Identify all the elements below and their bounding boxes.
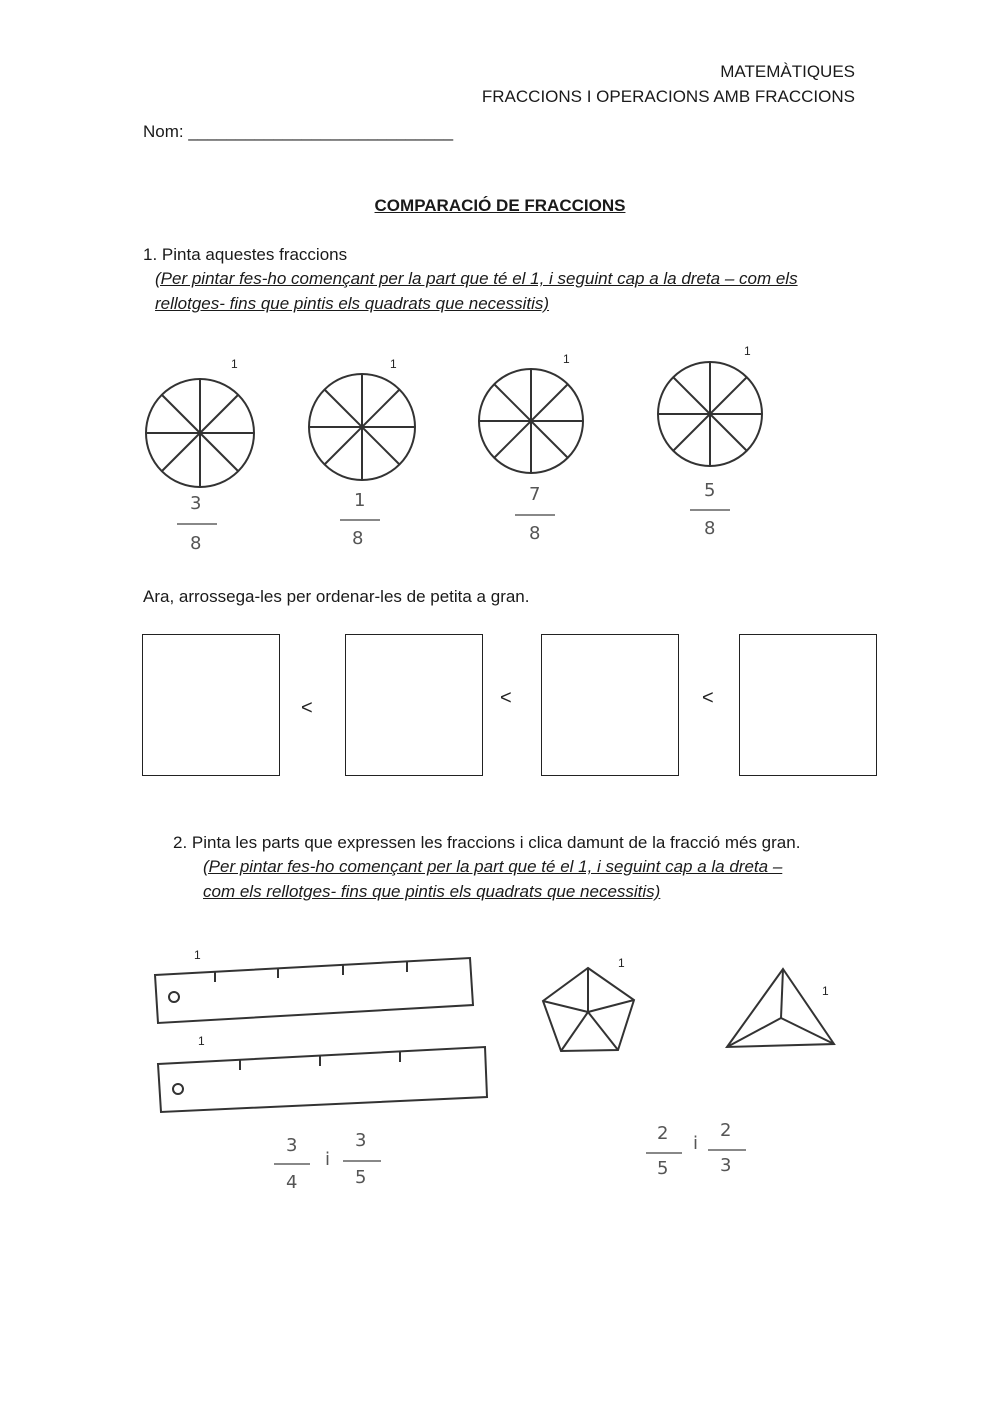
order-instruction: Ara, arrossega-les per ordenar-les de petita a gran.: [143, 587, 530, 606]
less-than-sign: <: [702, 687, 714, 709]
circle-eighths-2[interactable]: [309, 374, 415, 480]
less-than-sign: <: [301, 697, 313, 719]
denominator: 8: [704, 518, 716, 539]
denominator: 4: [286, 1172, 298, 1193]
drop-box-2[interactable]: [345, 634, 483, 776]
numerator: 2: [657, 1123, 669, 1144]
fraction-bar: [177, 523, 217, 525]
fraction-bar: [646, 1152, 682, 1154]
exercise2-instruction-1: (Per pintar fes-ho començant per la part que té el 1, i seguint cap a la dreta –: [203, 857, 783, 876]
fraction-bar: [274, 1163, 310, 1165]
start-marker: 1: [231, 357, 238, 371]
fraction-joiner: i: [325, 1149, 331, 1170]
denominator: 8: [190, 533, 202, 554]
name-field[interactable]: Nom: ____________________________: [143, 122, 454, 141]
denominator: 5: [657, 1158, 669, 1179]
fraction-bar: [690, 509, 730, 511]
fraction-bar: [340, 519, 380, 521]
circle-eighths-1[interactable]: [146, 379, 254, 487]
numerator: 1: [354, 490, 366, 511]
start-marker: 1: [618, 956, 625, 970]
start-marker: 1: [744, 344, 751, 358]
drop-box-1[interactable]: [142, 634, 280, 776]
numerator: 5: [704, 480, 716, 501]
exercise1-instruction-1: (Per pintar fes-ho començant per la part que té el 1, i seguint cap a la dreta – com els: [155, 269, 798, 288]
fraction-bar: [708, 1149, 746, 1151]
fraction-bar: [515, 514, 555, 516]
drop-box-3[interactable]: [541, 634, 679, 776]
exercise1-heading: 1. Pinta aquestes fraccions: [143, 245, 348, 264]
circle-eighths-4[interactable]: [658, 362, 762, 466]
denominator: 5: [355, 1167, 367, 1188]
page-title: COMPARACIÓ DE FRACCIONS: [374, 196, 626, 215]
fraction-bar: [343, 1160, 381, 1162]
fraction-joiner: i: [693, 1133, 699, 1154]
numerator: 3: [286, 1135, 298, 1156]
pentagon-fifths[interactable]: [543, 968, 634, 1051]
drop-box-4[interactable]: [739, 634, 877, 776]
start-marker: 1: [563, 352, 570, 366]
exercise2-heading: 2. Pinta les parts que expressen les fraccions i clica damunt de la fracció més gran.: [173, 833, 801, 852]
exercise1-instruction-2: rellotges- fins que pintis els quadrats que necessitis): [155, 294, 550, 313]
start-marker: 1: [390, 357, 397, 371]
start-marker: 1: [198, 1034, 205, 1048]
numerator: 2: [720, 1120, 732, 1141]
start-marker: 1: [822, 984, 829, 998]
less-than-sign: <: [500, 687, 512, 709]
denominator: 8: [352, 528, 364, 549]
circle-eighths-3[interactable]: [479, 369, 583, 473]
denominator: 8: [529, 523, 541, 544]
triangle-thirds[interactable]: [727, 969, 834, 1047]
exercise2-instruction-2: com els rellotges- fins que pintis els quadrats que necessitis): [203, 882, 661, 901]
ruler-quarters[interactable]: [155, 958, 473, 1023]
subject-title: MATEMÀTIQUES: [720, 62, 855, 81]
ruler-fifths[interactable]: [158, 1047, 487, 1112]
denominator: 3: [720, 1155, 732, 1176]
numerator: 3: [355, 1130, 367, 1151]
topic-title: FRACCIONS I OPERACIONS AMB FRACCIONS: [481, 87, 855, 106]
numerator: 3: [190, 493, 202, 514]
numerator: 7: [529, 484, 541, 505]
start-marker: 1: [194, 948, 201, 962]
